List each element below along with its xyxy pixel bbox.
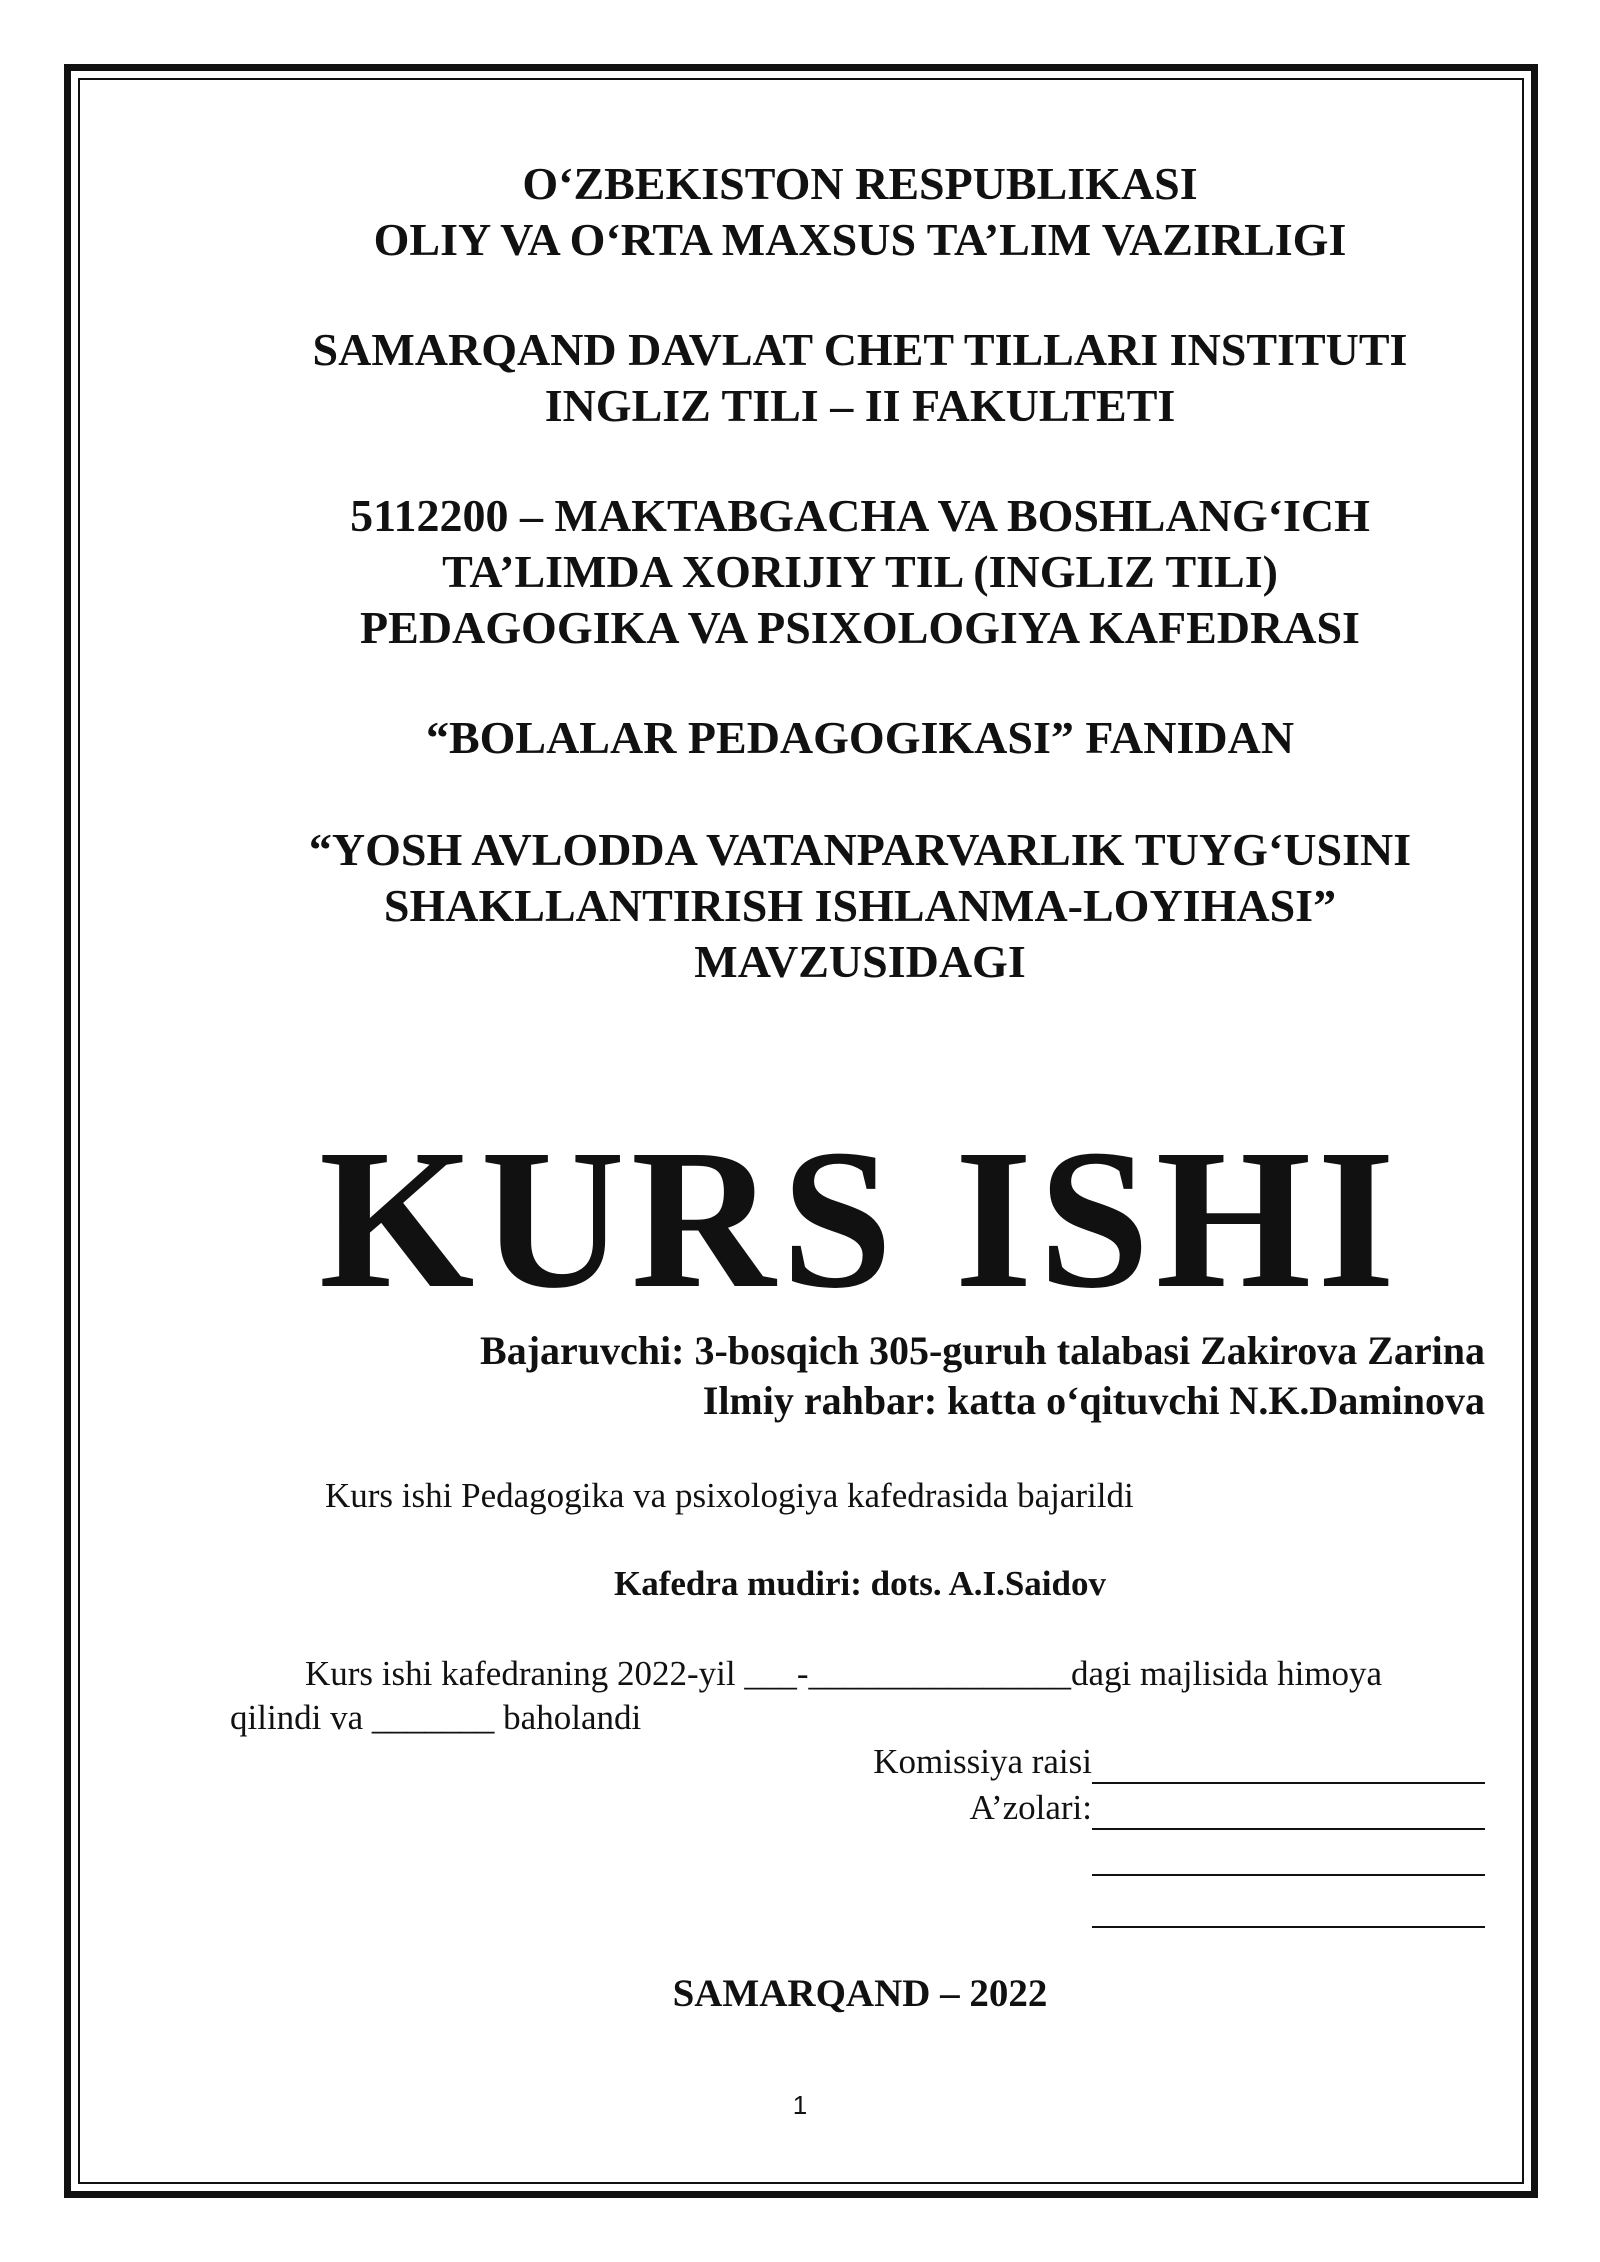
commission-member-row [1092,1890,1485,1928]
defense-line-1: Kurs ishi kafedraning 2022-yil ___-_______________dagi majlisida himoya [305,1654,1383,1693]
executor-line: Bajaruvchi: 3-bosqich 305-guruh talabasi Zakirova Zarina [480,1328,1485,1373]
topic-line: SHAKLLANTIRISH ISHLANMA-LOYIHASI” [383,880,1337,931]
topic-line: MAVZUSIDAGI [694,936,1026,987]
topic-heading [140,822,1580,990]
department-heading [140,488,1580,656]
defense-line-2: qilindi va _______ baholandi [230,1698,642,1737]
commission-members-label: A’zolari: [969,1788,1092,1827]
city-year: SAMARQAND – 2022 [672,1972,1048,2015]
commission-members-row [970,1786,1485,1830]
department-line: 5112200 – MAKTABGACHA VA BOSHLANG‘ICH [350,490,1370,541]
institute-line: SAMARQAND DAVLAT CHET TILLARI INSTITUTI [312,324,1408,375]
signature-blank [1092,1746,1485,1784]
institute-line: INGLIZ TILI – II FAKULTETI [544,380,1176,431]
signature-blank [1092,1838,1485,1876]
department-head: Kafedra mudiri: dots. A.I.Saidov [614,1564,1106,1603]
completed-note: Kurs ishi Pedagogika va psixologiya kafedrasida bajarildi [325,1476,1134,1515]
supervisor-line: Ilmiy rahbar: katta o‘qituvchi N.K.Daminova [702,1378,1485,1423]
department-line: TA’LIMDA XORIJIY TIL (INGLIZ TILI) [442,546,1278,597]
subject-heading [140,710,1580,766]
signature-blank [1092,1792,1485,1830]
institute-heading [140,322,1580,434]
commission-chair-row [873,1740,1485,1784]
ministry-heading [140,156,1580,268]
department-line: PEDAGOGIKA VA PSIXOLOGIYA KAFEDRASI [360,602,1360,653]
ministry-line: O‘ZBEKISTON RESPUBLIKASI [522,158,1198,209]
page-number: 1 [792,2090,808,2120]
document-title: KURS ISHI [318,1109,1402,1330]
subject-line: “BOLALAR PEDAGOGIKASI” FANIDAN [425,712,1295,763]
commission-chair-label: Komissiya raisi [873,1742,1092,1781]
signature-blank [1092,1890,1485,1928]
topic-line: “YOSH AVLODDA VATANPARVARLIK TUYG‘USINI [308,824,1412,875]
ministry-line: OLIY VA O‘RTA MAXSUS TA’LIM VAZIRLIGI [373,214,1347,265]
commission-member-row [1092,1838,1485,1876]
